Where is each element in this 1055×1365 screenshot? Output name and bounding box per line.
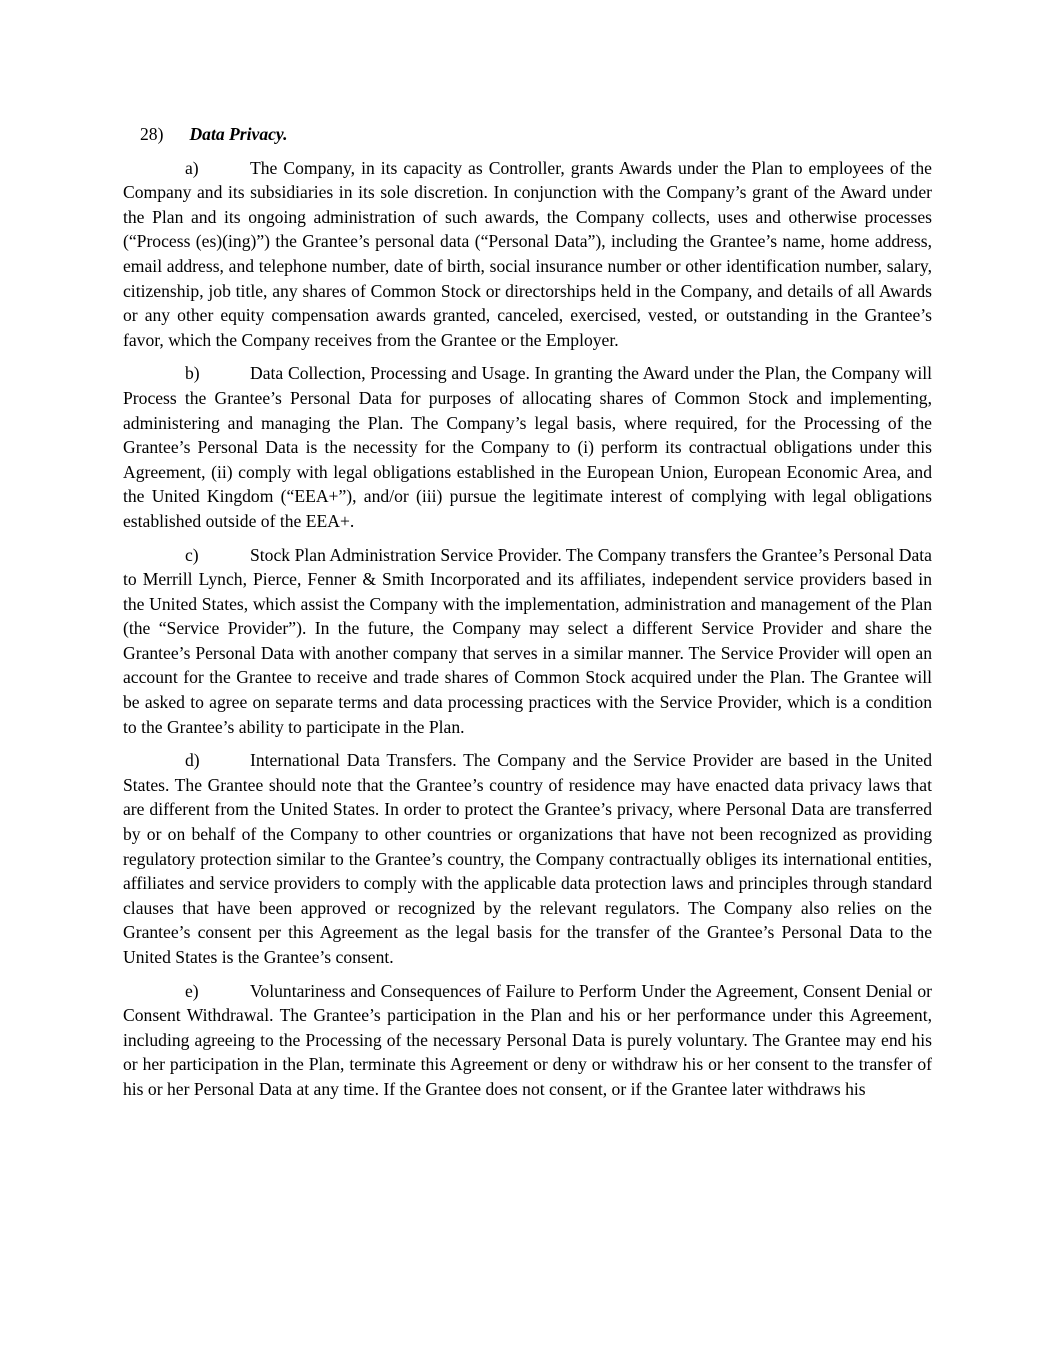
paragraph-text: Voluntariness and Consequences of Failure to Perform Under the Agreement, Consent Denial or Consent Withdrawal. The Grantee’s participation in the Plan and his or her performance under this Agreement, including agreeing to the Processing of the necessary Personal Data is purely voluntary. The Grantee may end his or her participation in the Plan, terminate this Agreement or deny or withdraw his or her consent to the transfer of his or her Personal Data at any time. If the Grantee does not consent, or if the Grantee later withdraws his xyxy=(123,980,932,1099)
paragraph-label: a) xyxy=(185,157,199,178)
paragraph-b xyxy=(123,361,932,533)
section-title: Data Privacy. xyxy=(189,124,288,144)
paragraph-label: c) xyxy=(185,544,199,565)
paragraph-text: Stock Plan Administration Service Provider. The Company transfers the Grantee’s Personal Data to Merrill Lynch, Pierce, Fenner & Smith Incorporated and its affiliates, independent service providers based in the United States, which assist the Company with the implementation, administration and management of the Plan (the “Service Provider”). In the future, the Company may select a different Service Provider and share the Grantee’s Personal Data with another company that serves in a similar manner. The Service Provider will open an account for the Grantee to receive and trade shares of Common Stock acquired under the Plan. The Grantee will be asked to agree on separate terms and data processing practices with the Service Provider, which is a condition to the Grantee’s ability to participate in the Plan. xyxy=(123,544,932,737)
section-number: 28) xyxy=(140,124,164,144)
paragraph-label: d) xyxy=(185,750,200,771)
paragraph-label: b) xyxy=(185,363,200,384)
paragraph-text: The Company, in its capacity as Controller, grants Awards under the Plan to employees of the Company and its subsidiaries in its sole discretion. In conjunction with the Company’s grant of the Award under the Plan and its ongoing administration of such awards, the Company collects, uses and otherwise processes (“Process (es)(ing)”) the Grantee’s personal data (“Personal Data”), including the Grantee’s name, home address, email address, and telephone number, date of birth, social insurance number or other identification number, salary, citizenship, job title, any shares of Common Stock or directorships held in the Company, and details of all Awards or any other equity compensation awards granted, canceled, exercised, vested, or outstanding in the Grantee’s favor, which the Company receives from the Grantee or the Employer. xyxy=(123,157,932,350)
paragraph-c xyxy=(123,543,932,740)
paragraph-d xyxy=(123,748,932,969)
section-heading xyxy=(123,122,932,147)
paragraphs-container xyxy=(123,156,932,1102)
paragraph-a xyxy=(123,156,932,353)
paragraph-label: e) xyxy=(185,980,199,1001)
paragraph-e xyxy=(123,979,932,1102)
paragraph-text: Data Collection, Processing and Usage. In granting the Award under the Plan, the Company will Process the Grantee’s Personal Data for purposes of allocating shares of Common Stock and implementing, administering and managing the Plan. The Company’s legal basis, where required, for the Processing of the Grantee’s Personal Data is the necessity for the Company to (i) perform its contractual obligations under this Agreement, (ii) comply with legal obligations established in the European Union, European Economic Area, and the United Kingdom (“EEA+”), and/or (iii) pursue the legitimate interest of complying with legal obligations established outside of the EEA+. xyxy=(123,363,932,531)
paragraph-text: International Data Transfers. The Company and the Service Provider are based in the United States. The Grantee should note that the Grantee’s country of residence may have enacted data privacy laws that are different from the United States. In order to protect the Grantee’s privacy, where Personal Data are transferred by or on behalf of the Company to other countries or organizations that have not been recognized as providing regulatory protection similar to the Grantee’s country, the Company contractually obliges its international entities, affiliates and service providers to comply with the applicable data protection laws and principles through standard clauses that have been approved or recognized by the relevant regulators. The Company also relies on the Grantee’s consent per this Agreement as the legal basis for the transfer of the Grantee’s Personal Data to the United States is the Grantee’s consent. xyxy=(123,750,932,967)
